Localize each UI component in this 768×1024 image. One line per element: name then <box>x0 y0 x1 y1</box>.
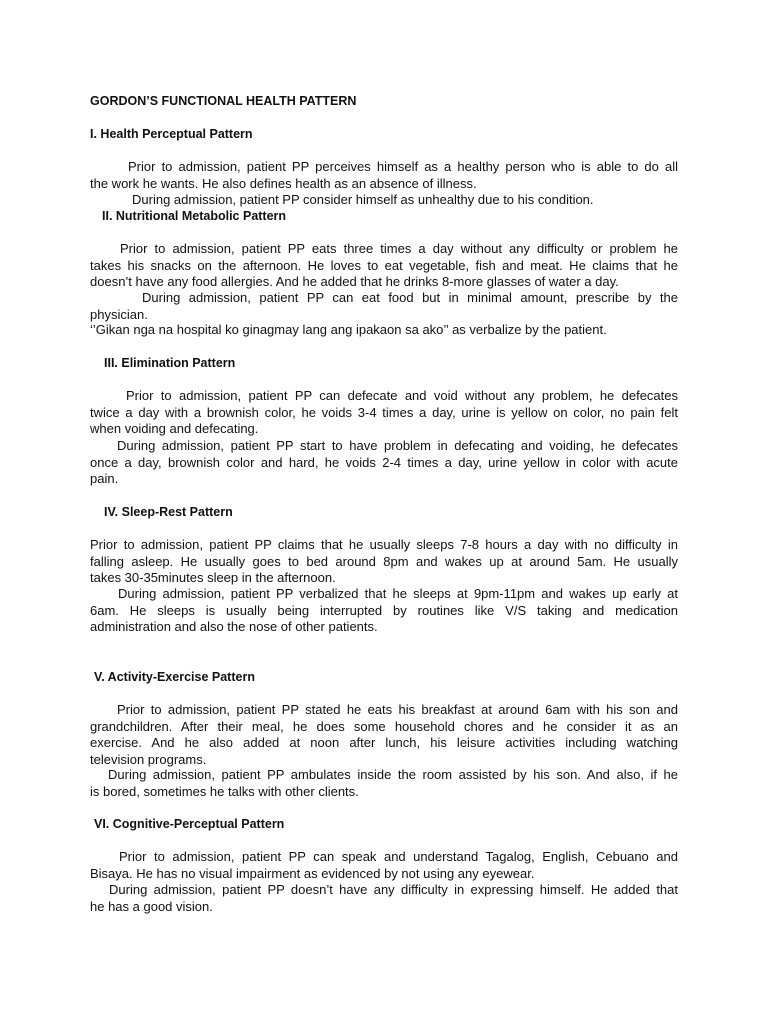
text-line: During admission, patient PP can eat food but in minimal amount, prescribe by the <box>142 290 678 305</box>
section-heading-elimination: III. Elimination Pattern <box>104 356 236 370</box>
paragraph <box>90 702 678 768</box>
text-line: takes 30-35minutes sleep in the afternoon. <box>90 570 336 585</box>
text-line: once a day, brownish color and hard, he voids 2-4 times a day, urine yellow in color with acute <box>90 454 678 470</box>
paragraph <box>90 767 678 800</box>
text-line: administration and also the nose of other patients. <box>90 619 378 634</box>
text-line: grandchildren. After their meal, he does some household chores and he consider it as an <box>90 718 678 734</box>
paragraph <box>90 537 678 587</box>
text-line: Prior to admission, patient PP can defecate and void without any problem, he defecates <box>126 388 678 403</box>
text-line: Bisaya. He has no visual impairment as evidenced by not using any eyewear. <box>90 865 535 881</box>
text-line: he has a good vision. <box>90 898 213 914</box>
text-line: television programs. <box>90 751 207 767</box>
section-heading-sleep-rest: IV. Sleep-Rest Pattern <box>104 505 233 519</box>
text-line: 6am. He sleeps is usually being interrupted by routines like V/S taking and medication <box>90 602 678 618</box>
paragraph <box>90 159 678 192</box>
text-line: During admission, patient PP verbalized that he sleeps at 9pm-11pm and wakes up early at <box>118 586 678 601</box>
paragraph <box>90 290 678 323</box>
paragraph <box>90 849 678 882</box>
text-line: Prior to admission, patient PP stated he eats his breakfast at around 6am with his son and <box>117 702 678 717</box>
text-line: is bored, sometimes he talks with other clients. <box>90 783 359 799</box>
section-heading-activity-exercise: V. Activity-Exercise Pattern <box>94 670 255 684</box>
paragraph <box>90 882 678 915</box>
paragraph <box>90 586 678 636</box>
text-line: Prior to admission, patient PP claims that he usually sleeps 7-8 hours a day with no difficulty in <box>90 537 678 552</box>
text-line: twice a day with a brownish color, he voids 3-4 times a day, urine is yellow on color, no pain felt <box>90 404 678 420</box>
paragraph <box>90 192 678 209</box>
text-line: physician. <box>90 306 148 322</box>
section-heading-nutritional-metabolic: II. Nutritional Metabolic Pattern <box>102 209 287 223</box>
text-line: exercise. And he also added at noon after lunch, his leisure activities including watching <box>90 735 678 750</box>
document-title: GORDON’S FUNCTIONAL HEALTH PATTERN <box>90 94 357 108</box>
text-line: the work he wants. He also defines health as an absence of illness. <box>90 175 477 191</box>
text-line: During admission, patient PP ambulates inside the room assisted by his son. And also, if he <box>108 767 678 782</box>
text-line: During admission, patient PP doesn’t have any difficulty in expressing himself. He added that <box>109 882 678 897</box>
text-line: Prior to admission, patient PP can speak and understand Tagalog, English, Cebuano and <box>119 849 678 864</box>
text-line: During admission, patient PP consider himself as unhealthy due to his condition. <box>132 192 594 207</box>
text-line: During admission, patient PP start to have problem in defecating and voiding, he defecates <box>117 438 678 453</box>
paragraph <box>90 438 678 488</box>
text-line: ‘’Gikan nga na hospital ko ginagmay lang ang ipakaon sa ako’’ as verbalize by the patient. <box>90 322 607 337</box>
text-line: doesn’t have any food allergies. And he added that he drinks 8-more glasses of water a day. <box>90 274 619 289</box>
text-line: when voiding and defecating. <box>90 421 259 436</box>
paragraph <box>90 241 678 291</box>
text-line: pain. <box>90 471 119 486</box>
text-line: falling asleep. He usually goes to bed around 8pm and wakes up at around 5am. He usually <box>90 553 678 569</box>
section-heading-health-perceptual: I. Health Perceptual Pattern <box>90 127 253 141</box>
paragraph <box>90 322 678 339</box>
text-line: Prior to admission, patient PP eats three times a day without any difficulty or problem he <box>120 241 678 256</box>
text-line: takes his snacks on the afternoon. He loves to eat vegetable, fish and meat. He claims that he <box>90 257 678 273</box>
paragraph <box>90 388 678 438</box>
section-heading-cognitive-perceptual: VI. Cognitive-Perceptual Pattern <box>94 817 285 831</box>
text-line: Prior to admission, patient PP perceives himself as a healthy person who is able to do all <box>128 159 678 174</box>
